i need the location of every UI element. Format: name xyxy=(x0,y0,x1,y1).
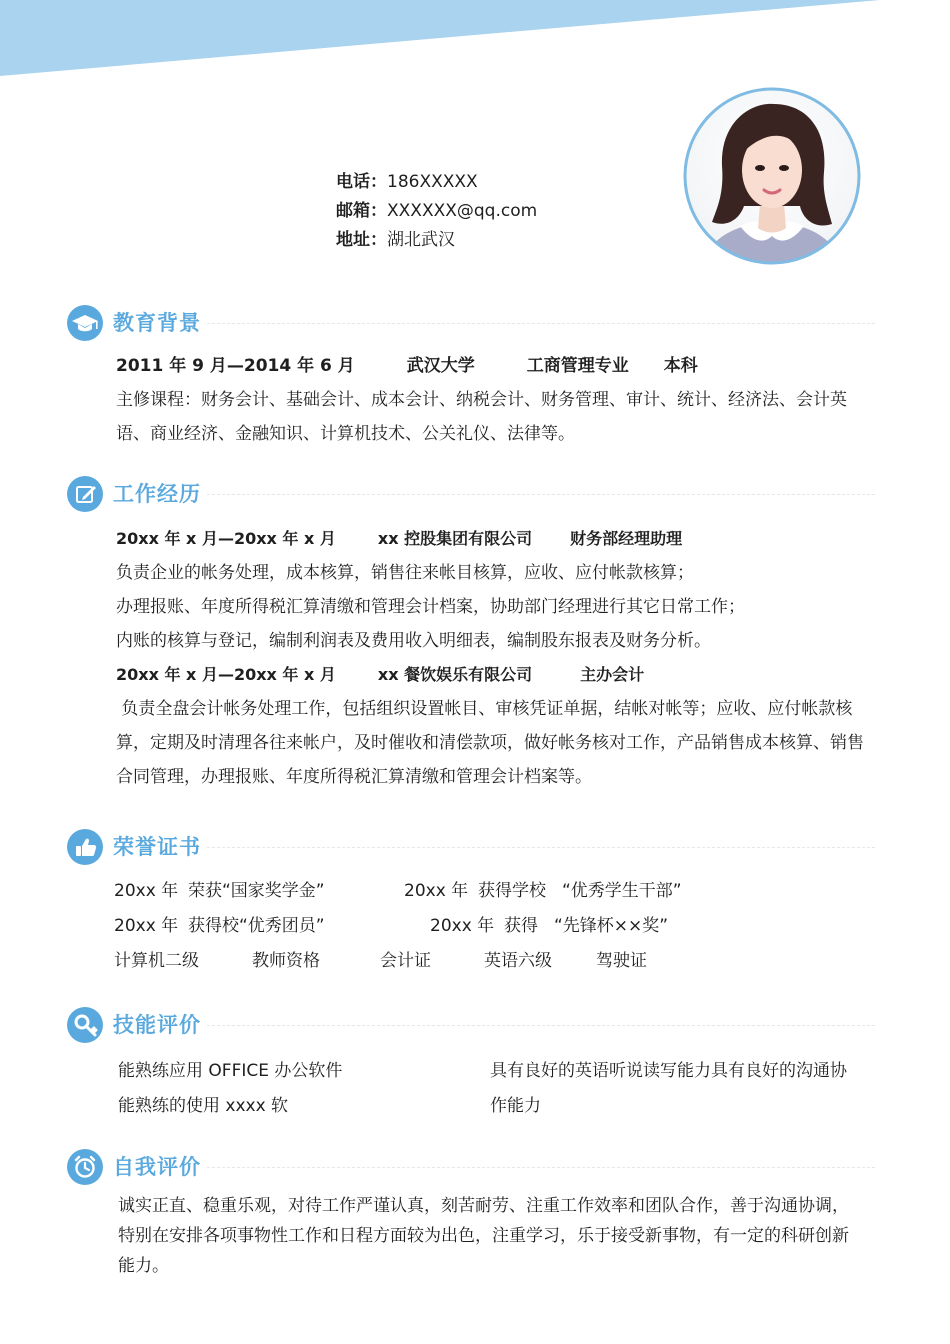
section-education-header xyxy=(67,305,875,341)
education-period: 2011 年 9 月—2014 年 6 月 xyxy=(116,356,355,376)
job-period: 20xx 年 x 月—20xx 年 x 月 xyxy=(116,665,336,684)
skill-item: 能熟练应用 OFFICE 办公软件 xyxy=(118,1061,343,1081)
job-position: 财务部经理助理 xyxy=(570,529,683,548)
job-header xyxy=(116,522,866,556)
section-title: 工作经历 xyxy=(113,482,201,506)
skills-right-column xyxy=(490,1054,847,1124)
phone-row xyxy=(336,168,537,197)
skills-left-column xyxy=(118,1054,342,1124)
work-content xyxy=(116,522,866,794)
education-courses: 主修课程：财务会计、基础会计、成本会计、纳税会计、财务管理、审计、统计、经济法、会计英语、商业经济、金融知识、计算机技术、公关礼仪、法律等。 xyxy=(116,390,847,444)
honor-row xyxy=(114,874,864,909)
education-degree: 本科 xyxy=(663,356,698,376)
honor-text: 荣获“国家奖学金” xyxy=(188,881,325,901)
thumbs-up-icon xyxy=(67,829,103,865)
job-company: xx 餐饮娱乐有限公司 xyxy=(377,665,533,684)
honor-text: 获得校“优秀团员” xyxy=(188,916,325,936)
job-period: 20xx 年 x 月—20xx 年 x 月 xyxy=(116,529,336,548)
education-major: 工商管理专业 xyxy=(526,356,629,376)
education-school: 武汉大学 xyxy=(406,356,475,376)
address-value: 湖北武汉 xyxy=(387,230,455,250)
honor-year: 20xx 年 xyxy=(114,916,179,936)
certificate: 驾驶证 xyxy=(596,951,647,971)
phone-label: 电话： xyxy=(336,172,387,192)
honors-content xyxy=(114,874,864,979)
honor-text: 获得 xyxy=(504,916,538,936)
header-band xyxy=(0,0,950,80)
honor-text: “先锋杯××奖” xyxy=(554,916,669,936)
section-work-header xyxy=(67,476,875,512)
divider xyxy=(207,323,875,324)
honor-text: 获得学校 xyxy=(478,881,546,901)
section-title: 教育背景 xyxy=(113,311,201,335)
certificate: 英语六级 xyxy=(484,951,552,971)
divider xyxy=(207,494,875,495)
honor-text: “优秀学生干部” xyxy=(562,881,682,901)
address-row xyxy=(336,226,537,255)
email-value: XXXXXX@qq.com xyxy=(387,201,538,221)
email-row xyxy=(336,197,537,226)
key-icon xyxy=(67,1007,103,1043)
alarm-clock-icon xyxy=(67,1149,103,1185)
section-title: 荣誉证书 xyxy=(113,835,201,859)
certificate: 计算机二级 xyxy=(114,951,199,971)
skill-item: 能熟练的使用 xxxx 软 xyxy=(118,1096,289,1116)
honor-year: 20xx 年 xyxy=(430,916,495,936)
job-description: 负责全盘会计帐务处理工作，包括组织设置帐目、审核凭证单据，结帐对帐等；应收、应付帐款核算，定期及时清理各往来帐户，及时催收和清偿款项，做好帐务核对工作，产品销售成本核算、销售合同管理，办理报账、年度所得税汇算清缴和管理会计档案等。 xyxy=(116,699,864,787)
section-self-eval-header xyxy=(67,1149,875,1185)
profile-photo xyxy=(682,86,862,266)
address-label: 地址： xyxy=(336,230,387,250)
skill-item: 具有良好的英语听说读写能力具有良好的沟通协 xyxy=(490,1061,847,1081)
skill-item: 作能力 xyxy=(490,1096,541,1116)
section-skills-header xyxy=(67,1007,875,1043)
job-company: xx 控股集团有限公司 xyxy=(377,529,533,548)
honor-year: 20xx 年 xyxy=(404,881,469,901)
job-duty-line: 负责企业的帐务处理，成本核算，销售往来帐目核算，应收、应付帐款核算； xyxy=(116,563,694,583)
education-summary xyxy=(116,349,866,383)
skills-content xyxy=(118,1054,868,1134)
section-title: 自我评价 xyxy=(113,1155,201,1179)
divider xyxy=(207,1025,875,1026)
job-duty-line: 办理报账、年度所得税汇算清缴和管理会计档案，协助部门经理进行其它日常工作； xyxy=(116,597,745,617)
honor-year: 20xx 年 xyxy=(114,881,179,901)
certificates-row xyxy=(114,944,864,979)
job-duty-line: 内账的核算与登记，编制利润表及费用收入明细表，编制股东报表及财务分析。 xyxy=(116,631,711,651)
self-eval-text: 诚实正直、稳重乐观，对待工作严谨认真，刻苦耐劳、注重工作效率和团队合作，善于沟通协调，特别在安排各项事物性工作和日程方面较为出色，注重学习，乐于接受新事物，有一定的科研创新能力。 xyxy=(118,1196,849,1276)
graduation-cap-icon xyxy=(67,305,103,341)
job-position: 主办会计 xyxy=(580,665,645,684)
edit-icon xyxy=(67,476,103,512)
section-honors-header xyxy=(67,829,875,865)
divider xyxy=(207,1167,875,1168)
section-title: 技能评价 xyxy=(113,1013,201,1037)
honor-row xyxy=(114,909,864,944)
contact-info xyxy=(336,168,537,255)
email-label: 邮箱： xyxy=(336,201,387,221)
divider xyxy=(207,847,875,848)
certificate: 会计证 xyxy=(380,951,431,971)
job-header xyxy=(116,658,866,692)
phone-value: 186XXXXX xyxy=(387,172,478,192)
education-content xyxy=(116,349,866,451)
certificate: 教师资格 xyxy=(252,951,320,971)
